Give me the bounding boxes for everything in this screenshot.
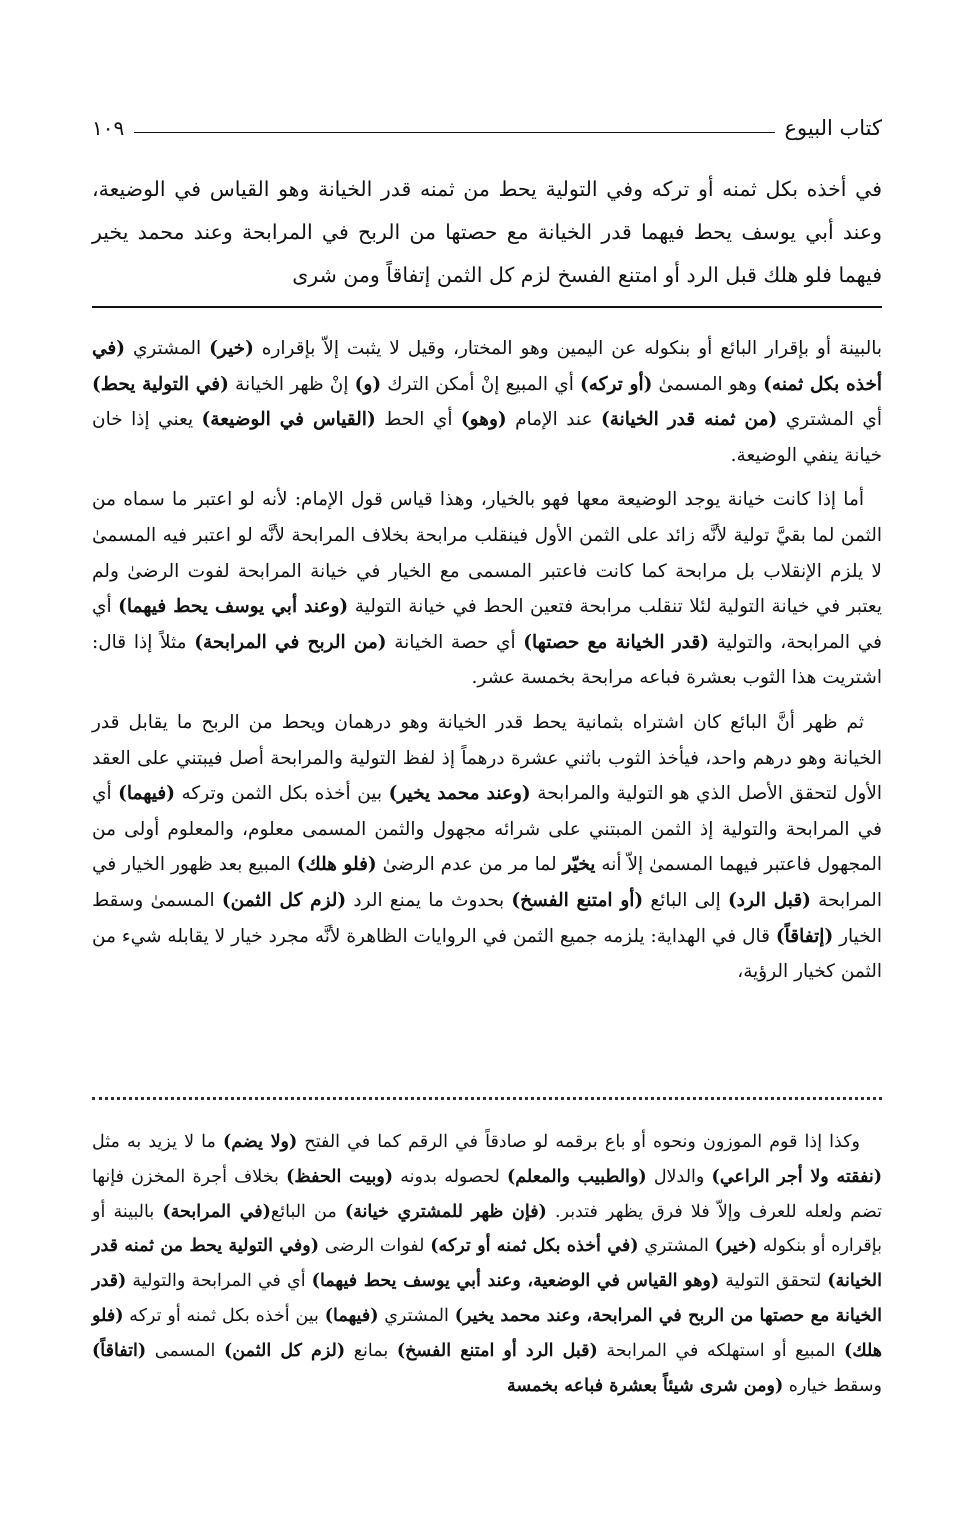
text-run: وسقط خياره: [783, 1375, 882, 1396]
quoted-phrase: (والطبيب والمعلم): [506, 1166, 647, 1187]
text-run: أي حصة الخيانة: [386, 631, 524, 653]
text-run: ما لا يزيد به مثل: [92, 1132, 223, 1152]
quoted-phrase: (من ثمنه قدر الخيانة): [600, 409, 778, 431]
main-commentary-separator: [92, 306, 882, 308]
text-run: لحصوله بدونه: [393, 1166, 507, 1187]
quoted-phrase: (في أخذه بكل ثمنه أو تركه): [430, 1236, 639, 1257]
quoted-phrase: (فلو هلك): [92, 1305, 882, 1361]
text-run: إلى البائع: [643, 889, 728, 911]
text-run: لفوات الرضى: [319, 1236, 431, 1257]
quoted-phrase: (وهو القياس في الوضعية، وعند أبي يوسف يحط فيهما): [311, 1271, 720, 1292]
running-title: كتاب البيوع: [784, 116, 882, 140]
quoted-phrase: (في أخذه بكل ثمنه): [92, 338, 883, 395]
text-run: قال في الهداية: يلزمه جميع الثمن في الروايات الظاهرة لأنَّه مجرد خيار لا يقابله شيء من الثمن كخيار الرؤية،: [92, 925, 882, 983]
main-text: [92, 168, 882, 297]
footnote-paragraph: [92, 1125, 882, 1403]
quoted-phrase: (وبيت الحفظ): [286, 1166, 394, 1187]
footnote-separator: [92, 1097, 882, 1100]
text-run: عند الإمام: [506, 409, 601, 431]
text-run: مثلاً إذا قال: اشتريت هذا الثوب بعشرة فباعه مرابحة بخمسة عشر.: [92, 631, 882, 689]
text-run: بين أخذه بكل ثمنه أو تركه: [123, 1305, 325, 1326]
text-run: أي في المرابحة والتولية إذ الثمن المبتني على شرائه مجهول والثمن المسمى معلوم، والمعلوم أولى من المجهول فاعتبر فيهما المسمىٰ إلاّ أنه: [92, 783, 882, 876]
quoted-phrase: (وهو): [460, 409, 507, 431]
quoted-phrase: (خير): [209, 338, 254, 359]
quoted-phrase: (فيهما): [324, 1305, 379, 1326]
quoted-phrase: (في التولية يحط): [92, 373, 229, 395]
text-run: إنْ ظهر الخيانة: [228, 373, 355, 395]
text-run: المشتري: [125, 338, 210, 359]
quoted-phrase: (و): [354, 373, 382, 395]
quoted-phrase: (فلو هلك): [296, 854, 377, 876]
quoted-phrase: (إتفاقاً): [775, 925, 834, 947]
main-paragraph: في أخذه بكل ثمنه أو تركه وفي التولية يحط من ثمنه قدر الخيانة وهو القياس في الوضيعة، وعند أبي يوسف يحط فيهما قدر الخيانة مع حصتها من الربح في المرابحة وعند محمد يخير فيهما فلو هلك قبل الرد أو امتنع الفسخ لزم كل الثمن إتفاقاً ومن شرى: [92, 177, 882, 287]
text-run: المسمىٰ وسقط الخيار: [92, 889, 882, 947]
text-run: أي الحط: [375, 409, 461, 431]
text-run: أي في المرابحة، والتولية: [92, 596, 883, 653]
text-run: المشتري: [378, 1305, 455, 1326]
text-run: بخلاف أجرة المخزن فإنها تضم ولعله للعرف وإلاّ فلا فرق يظهر فتدبر.: [92, 1166, 882, 1222]
commentary-paragraph-3: [92, 705, 882, 990]
quoted-phrase: يخيّر: [562, 854, 596, 876]
text-run: بين أخذه بكل الثمن وتركه: [174, 783, 389, 805]
quoted-phrase: (قدر الخيانة مع حصتها من الربح في المرابحة، وعند محمد يخير): [92, 1271, 882, 1326]
text-run: لما مر من عدم الرضىٰ: [376, 854, 563, 876]
text-run: المبيع أو استهلكه في المرابحة: [597, 1340, 844, 1361]
quoted-phrase: (فيهما): [118, 783, 175, 805]
text-run: بحدوث ما يمنع الرد: [346, 889, 512, 911]
quoted-phrase: (أو امتنع الفسخ): [511, 889, 644, 911]
quoted-phrase: (في المرابحة): [162, 1201, 271, 1222]
text-run: ثم ظهر أنَّ البائع كان اشتراه بثمانية يحط قدر الخيانة وهو درهمان ويحط من الربح ما يقابل قدر الخيانة وهو درهم واحد، فيأخذ الثوب باثني عشرة درهماً إذ لفظ التولية والمرابحة أصل فيبتني على العقد الأول لتحقق الأصل الذي هو التولية والمرابحة: [92, 711, 883, 805]
page-header: [92, 108, 882, 148]
text-run: يعني إذا خان خيانة ينفي الوضيعة.: [92, 409, 882, 466]
quoted-phrase: (وعند محمد يخير): [388, 783, 531, 805]
commentary-paragraph-2: [92, 482, 882, 696]
quoted-phrase: (قدر الخيانة مع حصتها): [523, 631, 709, 653]
text-run: بالبينة أو بإقرار البائع أو بنكوله عن اليمين وهو المختار، وقيل لا يثبت إلاّ بإقراره: [253, 338, 882, 359]
quoted-phrase: (نفقته ولا أجر الراعي): [711, 1166, 882, 1187]
text-run: المبيع بعد ظهور الخيار في المرابحة: [92, 854, 882, 911]
text-run: أي المبيع إنْ أمكن الترك: [381, 373, 580, 395]
quoted-phrase: (وفي التولية يحط من ثمنه قدر الخيانة): [92, 1236, 882, 1292]
quoted-phrase: (اتفاقاً): [92, 1340, 147, 1361]
text-run: من البائع: [270, 1201, 345, 1222]
page-number: ١٠٩: [92, 116, 125, 140]
quoted-phrase: (ومن شرى شيئاً بعشرة فباعه بخمسة: [506, 1375, 784, 1396]
text-run: وهو المسمىٰ: [652, 373, 764, 395]
text-run: أي في المرابحة والتولية: [126, 1271, 312, 1292]
text-run: المسمى: [146, 1340, 224, 1361]
quoted-phrase: (القياس في الوضيعة): [201, 409, 376, 431]
commentary-paragraph-1: [92, 331, 882, 473]
quoted-phrase: (أو تركه): [580, 373, 653, 395]
header-rule: [134, 132, 774, 133]
text-run: بمانع: [345, 1340, 397, 1361]
quoted-phrase: (من الربح في المرابحة): [194, 631, 387, 653]
text-run: لتحقق التولية: [719, 1271, 828, 1292]
commentary: [92, 331, 882, 999]
text-run: وكذا إذا قوم الموزون ونحوه أو باع برقمه لو صادقاً في الرقم كما في الفتح: [297, 1132, 860, 1152]
text-run: أما إذا كانت خيانة يوجد الوضيعة معها فهو بالخيار، وهذا قياس قول الإمام: لأنه لو اعتبر ما سماه من الثمن لما بقيَّ تولية لأنَّه زائد على الثمن الأول فينقلب مرابحة بخلاف المرابحة لأنَّه لو اعتبر فيه المسمىٰ لا يلزم الإنقلاب بل مرابحة كما كانت فاعتبر المسمى مع الخيار في خيانة المرابحة لفوت الرضىٰ ولم يعتبر في خيانة التولية لئلا تنقلب مرابحة فتعين الحط في خيانة التولية: [92, 489, 882, 618]
quoted-phrase: (فإن ظهر للمشتري خيانة): [344, 1201, 547, 1222]
quoted-phrase: (وعند أبي يوسف يحط فيهما): [118, 596, 349, 618]
text-run: والدلال: [646, 1166, 712, 1187]
quoted-phrase: (لزم كل الثمن): [224, 1340, 346, 1361]
quoted-phrase: (قبل الرد أو امتنع الفسخ): [396, 1340, 598, 1361]
quoted-phrase: (قبل الرد): [727, 889, 811, 911]
footnote: [92, 1125, 882, 1403]
text-run: المشتري: [638, 1236, 715, 1257]
text-run: أي المشتري: [777, 409, 882, 431]
quoted-phrase: (لزم كل الثمن): [221, 889, 347, 911]
quoted-phrase: (ولا يضم): [222, 1132, 298, 1152]
quoted-phrase: (خير): [714, 1236, 757, 1257]
text-run: بالبينة أو بإقراره أو بنكوله: [92, 1201, 883, 1257]
